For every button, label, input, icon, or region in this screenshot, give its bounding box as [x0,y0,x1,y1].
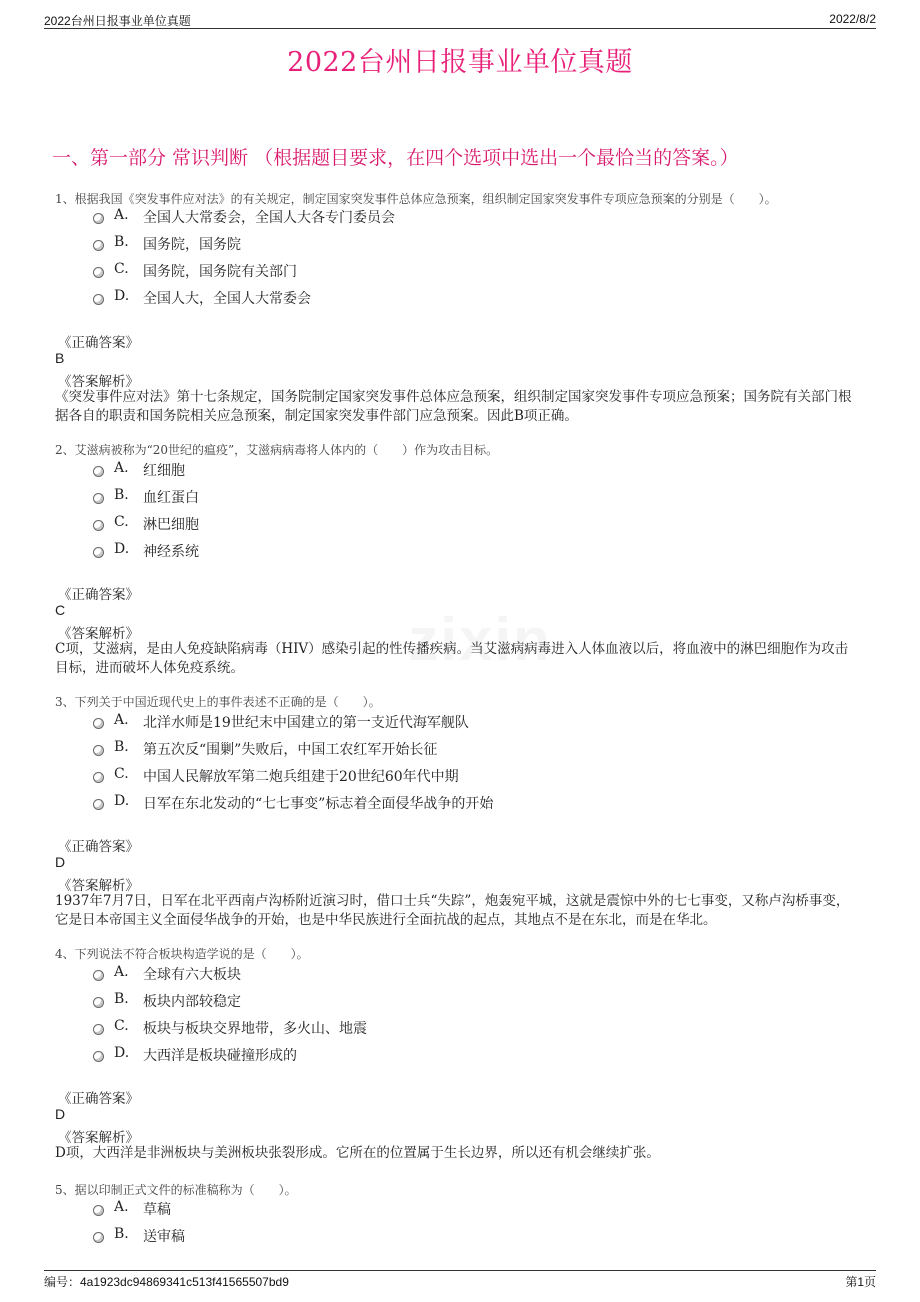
option-letter: C. [114,514,129,530]
question-5-option-b[interactable] [93,1226,853,1248]
radio-icon[interactable] [93,1205,104,1216]
option-letter: C. [114,766,129,782]
section-heading: 一、第一部分 常识判断 （根据题目要求，在四个选项中选出一个最恰当的答案。） [52,147,739,169]
answer-label: 《正确答案》 [58,839,139,855]
radio-icon[interactable] [93,1232,104,1243]
radio-icon[interactable] [93,493,104,504]
document-title: 2022台州日报事业单位真题 [287,47,633,78]
question-1-stem: 1、根据我国《突发事件应对法》的有关规定，制定国家突发事件总体应急预案，组织制定国家突发事件专项应急预案的分别是（ ）。 [55,192,777,206]
option-letter: B. [114,487,129,503]
question-4-option-a[interactable] [93,964,853,986]
radio-icon[interactable] [93,745,104,756]
question-1-option-a[interactable] [93,207,853,229]
option-text: 神经系统 [143,544,199,560]
analysis-label: 《答案解析》 [58,374,139,390]
watermark: zixin [408,606,552,673]
option-text: 送审稿 [143,1229,185,1245]
page-number: 第1页 [845,1275,876,1289]
option-text: 国务院，国务院 [143,237,241,253]
question-4-stem: 4、下列说法不符合板块构造学说的是（ ）。 [55,947,309,961]
option-text: 中国人民解放军第二炮兵组建于20世纪60年代中期 [143,769,459,785]
radio-icon[interactable] [93,1051,104,1062]
question-2-option-a[interactable] [93,460,853,482]
option-text: 大西洋是板块碰撞形成的 [143,1048,297,1064]
question-2-option-c[interactable] [93,514,853,536]
option-text: 国务院，国务院有关部门 [143,264,297,280]
question-2-analysis: C项，艾滋病，是由人免疫缺陷病毒（HIV）感染引起的性传播疾病。当艾滋病病毒进入人体血液以后，将血液中的淋巴细胞作为攻击目标，进而破坏人体免疫系统。 [55,641,849,676]
radio-icon[interactable] [93,267,104,278]
radio-icon[interactable] [93,772,104,783]
option-text: 血红蛋白 [143,490,199,506]
option-text: 红细胞 [143,463,185,479]
option-letter: B. [114,991,129,1007]
question-5-option-a[interactable] [93,1199,853,1221]
question-2-answer: C [55,602,66,618]
question-3-option-b[interactable] [93,739,853,761]
radio-icon[interactable] [93,799,104,810]
option-letter: A. [114,207,129,223]
option-letter: A. [114,712,129,728]
question-3-option-a[interactable] [93,712,853,734]
question-4-answer: D [55,1106,66,1122]
radio-icon[interactable] [93,997,104,1008]
analysis-label: 《答案解析》 [58,626,139,642]
option-text: 全国人大，全国人大常委会 [143,291,311,307]
option-text: 全球有六大板块 [143,967,241,983]
question-1-analysis: 《突发事件应对法》第十七条规定，国务院制定国家突发事件总体应急预案，组织制定国家突发事件专项应急预案；国务院有关部门根据各自的职责和国务院相关应急预案，制定国家突发事件部门应急预案。因此B项正确。 [55,389,852,424]
answer-label: 《正确答案》 [58,335,139,351]
page-header [44,10,876,29]
radio-icon[interactable] [93,718,104,729]
question-5-stem: 5、据以印制正式文件的标准稿称为（ ）。 [55,1183,297,1197]
option-text: 板块与板块交界地带，多火山、地震 [143,1021,367,1037]
question-4-option-b[interactable] [93,991,853,1013]
question-1-option-d[interactable] [93,288,853,310]
option-letter: D. [114,541,130,557]
analysis-label: 《答案解析》 [58,878,139,894]
question-2-option-d[interactable] [93,541,853,563]
question-1-answer: B [55,350,65,366]
option-letter: C. [114,261,129,277]
question-2-stem: 2、艾滋病被称为“20世纪的瘟疫”，艾滋病病毒将人体内的（ ）作为攻击目标。 [55,443,499,457]
question-4-analysis: D项，大西洋是非洲板块与美洲板块张裂形成。它所在的位置属于生长边界，所以还有机会继续扩张。 [55,1145,660,1161]
radio-icon[interactable] [93,520,104,531]
question-3-option-d[interactable] [93,793,853,815]
option-text: 淋巴细胞 [143,517,199,533]
option-text: 第五次反“围剿”失败后，中国工农红军开始长征 [143,742,438,758]
option-text: 草稿 [143,1202,171,1218]
option-text: 板块内部较稳定 [143,994,241,1010]
document-id: 编号：4a1923dc94869341c513f41565507bd9 [44,1275,289,1289]
radio-icon[interactable] [93,547,104,558]
radio-icon[interactable] [93,1024,104,1035]
answer-label: 《正确答案》 [58,587,139,603]
question-3-analysis: 1937年7月7日，日军在北平西南卢沟桥附近演习时，借口士兵“失踪”，炮轰宛平城，这就是震惊中外的七七事变，又称卢沟桥事变，它是日本帝国主义全面侵华战争的开始，也是中华民族进行全面抗战的起点，其地点不是在东北，而是在华北。 [55,893,850,928]
header-title: 2022台州日报事业单位真题 [44,14,191,28]
answer-label: 《正确答案》 [58,1091,139,1107]
radio-icon[interactable] [93,466,104,477]
radio-icon[interactable] [93,294,104,305]
option-text: 日军在东北发动的“七七事变”标志着全面侵华战争的开始 [143,796,494,812]
question-3-answer: D [55,854,66,870]
option-letter: D. [114,793,130,809]
question-1-option-c[interactable] [93,261,853,283]
option-letter: A. [114,460,129,476]
question-3-option-c[interactable] [93,766,853,788]
option-letter: B. [114,1226,129,1242]
radio-icon[interactable] [93,240,104,251]
radio-icon[interactable] [93,970,104,981]
option-text: 全国人大常委会，全国人大各专门委员会 [143,210,395,226]
analysis-label: 《答案解析》 [58,1130,139,1146]
option-letter: D. [114,1045,130,1061]
page-footer [44,1270,876,1291]
question-4-option-d[interactable] [93,1045,853,1067]
option-letter: B. [114,739,129,755]
radio-icon[interactable] [93,213,104,224]
option-letter: D. [114,288,130,304]
option-letter: A. [114,1199,129,1215]
option-letter: A. [114,964,129,980]
question-1-option-b[interactable] [93,234,853,256]
question-4-option-c[interactable] [93,1018,853,1040]
option-text: 北洋水师是19世纪末中国建立的第一支近代海军舰队 [143,715,469,731]
header-date: 2022/8/2 [829,12,876,26]
question-3-stem: 3、下列关于中国近现代史上的事件表述不正确的是（ ）。 [55,695,381,709]
option-letter: B. [114,234,129,250]
question-2-option-b[interactable] [93,487,853,509]
option-letter: C. [114,1018,129,1034]
